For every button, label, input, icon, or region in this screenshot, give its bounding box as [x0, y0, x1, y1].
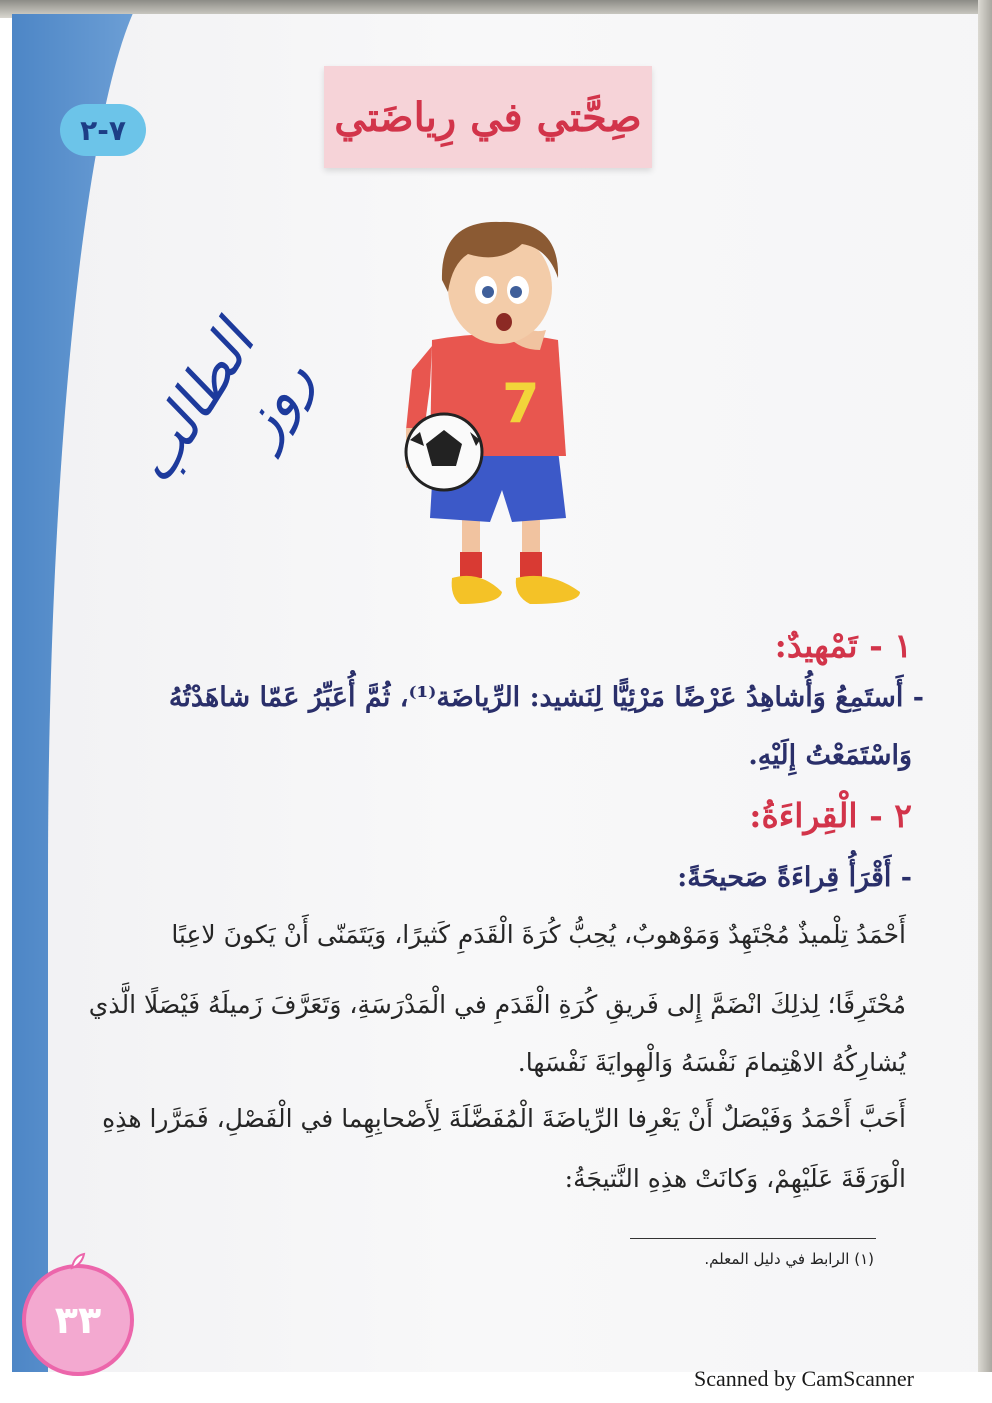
- lesson-title: صِحَّتي في رِياضَتي: [334, 93, 642, 141]
- scanner-watermark: Scanned by CamScanner: [694, 1366, 914, 1391]
- paragraph-1-line-1: أَحْمَدُ تِلْميذٌ مُجْتَهِدٌ وَمَوْهوبٌ، يُحِبُّ كُرَةَ الْقَدَمِ كَثيرًا، وَيَتَمَنّى أَنْ يَكونَ لاعِبًا: [171, 920, 906, 949]
- apple-stem-icon: [68, 1250, 90, 1272]
- heading-introduction: ١ - تَمْهيدٌ:: [774, 626, 912, 665]
- footnote-divider: [630, 1238, 876, 1239]
- intro-line-1: - أَستَمِعُ وَأُشاهِدُ عَرْضًا مَرْئِيًّا لِنَشيد: الرِّياضَة⁽¹⁾، ثُمَّ أُعَبِّرُ عَمّا شاهَدْتُهُ: [168, 682, 924, 713]
- intro-line-2: وَاسْتَمَعْتُ إِلَيْهِ.: [748, 740, 912, 771]
- paragraph-1-line-3: يُشارِكُهُ الاهْتِمامَ نَفْسَهُ وَالْهِوايَةَ نَفْسَها.: [517, 1048, 906, 1077]
- lesson-number-badge: ٧-٢: [60, 104, 146, 156]
- paragraph-1-line-2: مُحْتَرِفًا؛ لِذلِكَ انْضَمَّ إِلى فَريقِ كُرَةِ الْقَدَمِ في الْمَدْرَسَةِ، وَتَعَرَّفَ زَميلَهُ فَيْصَلًا الَّذي: [88, 990, 906, 1019]
- boy-football-illustration: [390, 200, 610, 620]
- lesson-title-box: [324, 66, 652, 168]
- footnote: (١) الرابط في دليل المعلم.: [704, 1250, 874, 1268]
- handwritten-annotation: الطالب روز: [118, 311, 326, 495]
- paragraph-2-line-1: أَحَبَّ أَحْمَدُ وَفَيْصَلٌ أَنْ يَعْرِفا الرِّياضَةَ الْمُفَضَّلَةَ لِأَصْحابِهِما في الْفَصْلِ، فَمَرَّرا هذِهِ: [102, 1104, 906, 1133]
- svg-text:7: 7: [502, 372, 540, 435]
- heading-reading: ٢ - الْقِراءَةُ:: [749, 796, 912, 835]
- reading-instruction: - أَقْرَأُ قِراءَةً صَحيحَةً:: [677, 862, 912, 893]
- paragraph-2-line-2: الْوَرَقَةَ عَلَيْهِمْ، وَكانَتْ هذِهِ النَّتيجَةُ:: [564, 1164, 906, 1193]
- page-number: ٣٣: [54, 1298, 102, 1342]
- page-number-badge: [22, 1264, 134, 1376]
- scan-edge-right: [978, 0, 992, 1372]
